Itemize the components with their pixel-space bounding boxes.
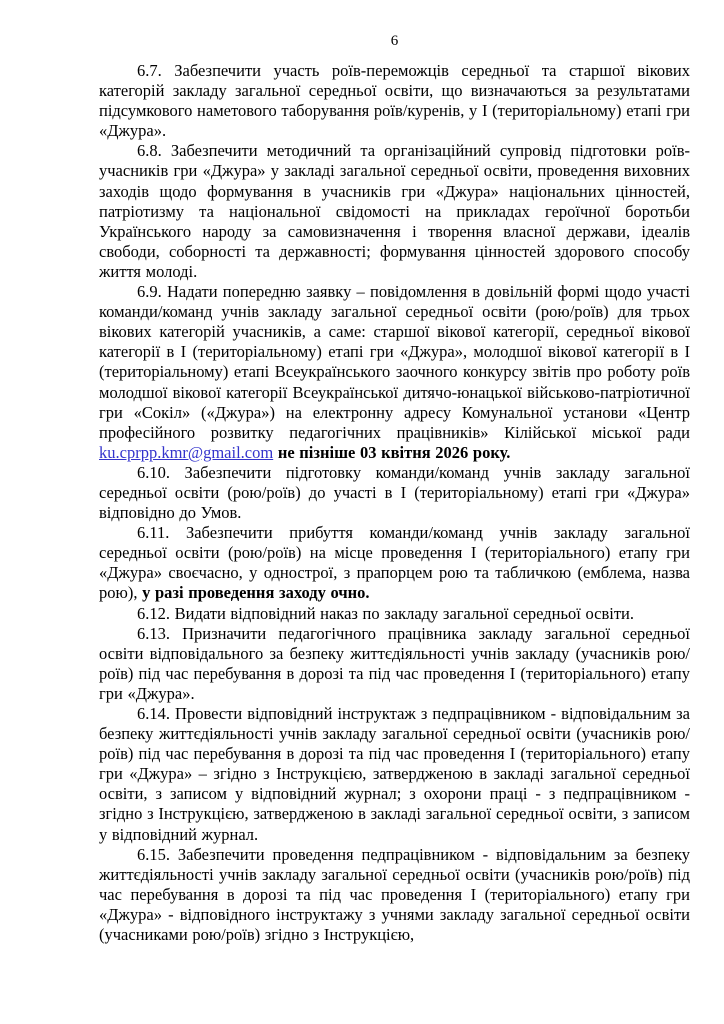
paragraph-6-14: 6.14. Провести відповідний інструктаж з педпрацівником - відповідальним за безпеку життєдіяльності учнів закладу загальної середньої освіти (учасників рою/роїв) під час перебування в дорозі та під час проведення І (територіального) етапу гри «Джура» – згідно з Інструкцією, затвердженою в закладі загальної середньої освіти, з записом у відповідний журнал; з охорони праці - з педпрацівником - згідно з Інструкцією, затвердженою в закладі загальної середньої освіти, з записом у відповідний журнал. <box>99 704 690 844</box>
email-link[interactable]: ku.cprpp.kmr@gmail.com <box>99 442 274 462</box>
paragraph-6-15: 6.15. Забезпечити проведення педпрацівником - відповідальним за безпеку життєдіяльності учнів закладу загальної середньої освіти (учасників рою/роїв) під час перебування в дорозі та під час проведення І (територіального) етапу гри «Джура» - відповідного інструктажу з учнями закладу загальної середньої освіти (учасниками рою/роїв) згідно з Інструкцією, <box>99 844 690 945</box>
paragraph-6-7: 6.7. Забезпечити участь роїв-переможців середньої та старшої вікових категорій закладу загальної середньої освіти, що визначаються за результатами підсумкового наметового таборування роїв/куренів, у І (територіальному) етапі гри «Джура». <box>99 61 690 141</box>
paragraph-6-8: 6.8. Забезпечити методичний та організаційний супровід підготовки роїв-учасників гри «Джура» у закладі загальної середньої освіти, проведення виховних заходів щодо формування в учасників гри «Джура» національних цінностей, патріотизму та національної свідомості на прикладах героїчної боротьби Українського народу за самовизначення і творення власної держави, ідеалів свободи, соборності та державності; формування цінностей здорового способу життя молоді. <box>99 141 690 281</box>
paragraph-6-11-text: 6.11. Забезпечити прибуття команди/команд учнів закладу загальної середньої освіти (рою/роїв) на місце проведення І (територіального) етапу гри «Джура» своєчасно, у однострої, з прапорцем рою та табличкою (емблема, назва рою), <box>99 523 690 603</box>
paragraph-6-13: 6.13. Призначити педагогічного працівника закладу загальної середньої освіти відповідального за безпеку життєдіяльності учнів закладу (учасників рою/роїв) під час перебування в дорозі та під час проведення І (територіального) етапу гри «Джура». <box>99 623 690 703</box>
in-person-note-text: у разі проведення заходу очно. <box>142 583 370 603</box>
paragraph-6-12: 6.12. Видати відповідний наказ по закладу загальної середньої освіти. <box>137 603 634 623</box>
page-number: 6 <box>390 33 399 49</box>
paragraph-6-11 <box>99 523 690 603</box>
paragraph-6-9 <box>99 282 690 463</box>
paragraph-6-9-text: 6.9. Надати попередню заявку – повідомлення в довільній формі щодо участі команди/команд учнів закладу загальної середньої освіти (рою/роїв) для трьох вікових категорій учасників, а саме: старшої вікової категорії, середньої вікової категорії в І (територіальному) етапі гри «Джура», молодшої вікової категорії в І (територіальному) етапі Всеукраїнського заочного конкурсу звітів про роботу роїв молодшої вікової категорії Всеукраїнської дитячо-юнацької військово-патріотичної гри «Сокіл» («Джура») на електронну адресу Комунальної установи «Центр професійного розвитку педагогічних працівників» Кілійської міської ради <box>99 282 690 442</box>
deadline-text: не пізніше 03 квітня 2026 року. <box>277 442 511 462</box>
paragraph-6-10: 6.10. Забезпечити підготовку команди/команд учнів закладу загальної середньої освіти (рою/роїв) до участі в І (територіальному) етапі гри «Джура» відповідно до Умов. <box>99 462 690 523</box>
document-body <box>99 61 690 945</box>
